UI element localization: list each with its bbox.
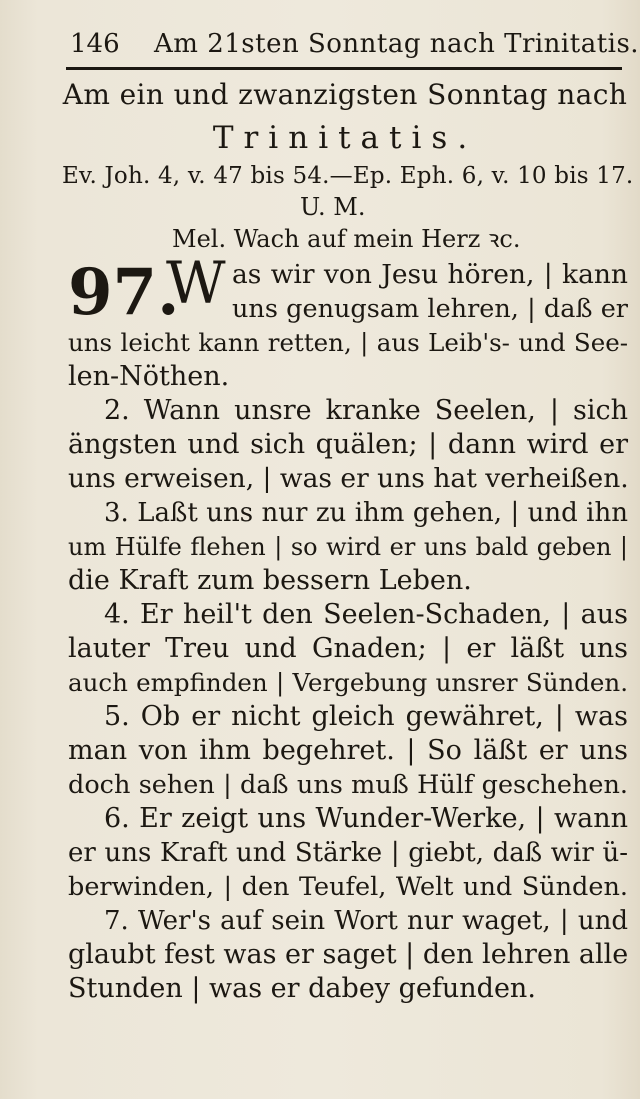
stanza-7-line: Stunden | was er dabey gefunden. <box>68 973 536 1004</box>
stanza-2-line: ängsten und sich quälen; | dann wird er <box>68 429 628 460</box>
stanza-7-line: glaubt fest was er saget | den lehren alle <box>68 939 629 970</box>
stanza-4-line: lauter Treu und Gnaden; | er läßt uns <box>68 633 628 664</box>
section-title-line2: Trinitatis. <box>212 120 478 156</box>
stanza-4-line: auch empfinden | Vergebung unsrer Sünden. <box>68 668 628 697</box>
stanza-5-line: doch sehen | daß uns muß Hülf geschehen. <box>68 770 628 800</box>
stanza-2-line: 2. Wann unsre kranke Seelen, | sich <box>104 395 628 426</box>
stanza-4-line: 4. Er heil't den Seelen-Schaden, | aus <box>104 599 628 630</box>
stanza-7-line: 7. Wer's auf sein Wort nur waget, | und <box>104 906 628 936</box>
page-number: 146 <box>70 29 120 59</box>
stanza-6-line: berwinden, | den Teufel, Welt und Sünden. <box>68 872 628 902</box>
hymn-number: 97. <box>68 255 180 330</box>
stanza-1-line: len-Nöthen. <box>68 361 230 392</box>
stanza-5-line: 5. Ob er nicht gleich gewähret, | was <box>104 701 628 732</box>
stanza-5-line: man von ihm begehret. | So läßt er uns <box>68 735 628 766</box>
stanza-3-line: 3. Laßt uns nur zu ihm gehen, | und ihn <box>104 498 628 528</box>
abbreviation: U. M. <box>300 193 366 221</box>
running-title: Am 21sten Sonntag nach Trinitatis. <box>154 29 640 59</box>
stanza-6-line: er uns Kraft und Stärke | giebt, daß wir ü- <box>68 838 628 868</box>
stanza-3-line: um Hülfe flehen | so wird er uns bald geben | <box>68 533 628 561</box>
stanza-2-line: uns erweisen, | was er uns hat verheißen. <box>68 463 629 494</box>
stanza-6-line: 6. Er zeigt uns Wunder-Werke, | wann <box>104 803 628 834</box>
stanza-1-line: uns leicht kann retten, | aus Leib's- und See- <box>68 328 628 357</box>
page-header <box>62 24 640 64</box>
drop-capital: W <box>166 249 226 317</box>
stanza-1-line: as wir von Jesu hören, | kann <box>232 259 628 290</box>
header-rule <box>66 67 622 70</box>
section-title-line1: Am ein und zwanzigsten Sonntag nach <box>62 78 628 111</box>
scripture-reference: Ev. Joh. 4, v. 47 bis 54.—Ep. Eph. 6, v. 10 bis 17. <box>62 163 634 189</box>
stanza-1-line: uns genugsam lehren, | daß er <box>232 294 628 324</box>
stanza-3-line: die Kraft zum bessern Leben. <box>68 565 472 596</box>
melody-line: Mel. Wach auf mein Herz ꝛc. <box>172 225 521 253</box>
